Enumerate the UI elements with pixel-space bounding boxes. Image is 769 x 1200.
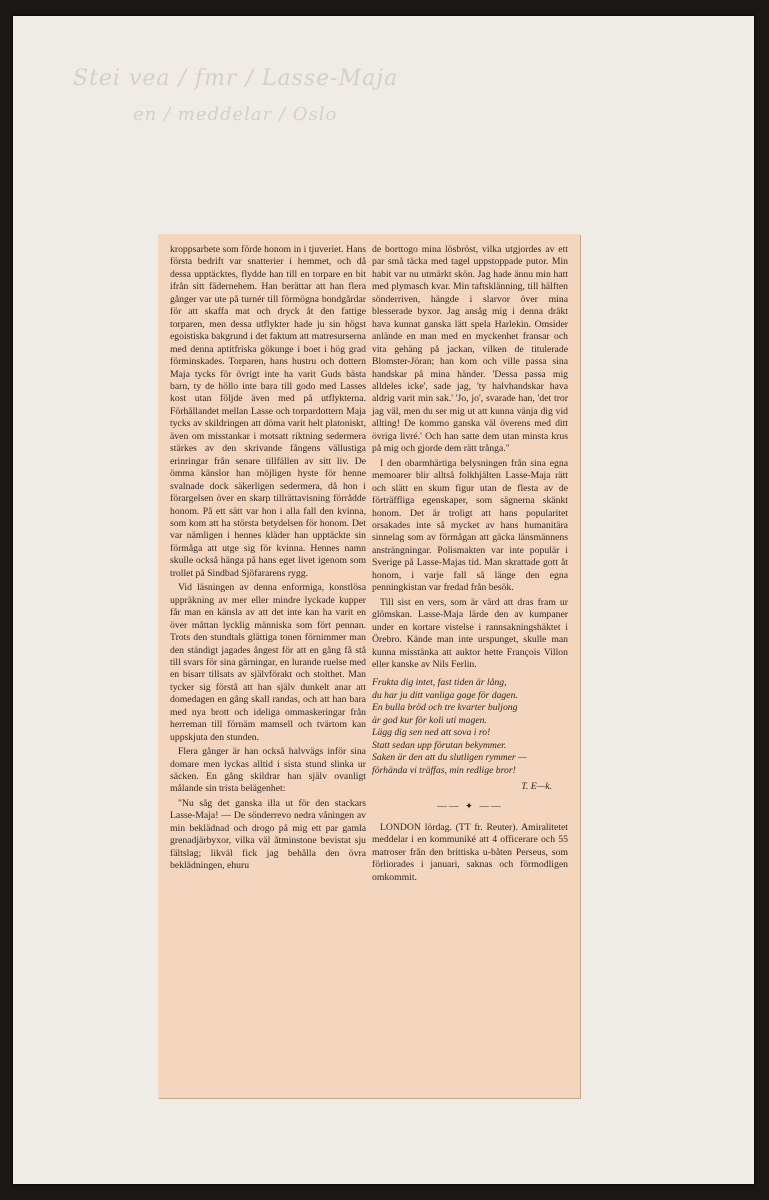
clipping-column-right: [372, 244, 568, 886]
paragraph: Vid läsningen av denna enformiga, konstlösa uppräkning av mer eller mindre lyckade kupper får man en känsla av att det inte kan ha varit en över måttan lycklig människa som fört pennan. Trots den stundtals glättiga tonen förnimmer man den ständigt jagades ångest för att en gång få stå till svars för sina gärningar, en lurande ruelse med en bisarr tillsats av självförakt och stolthet. Man tycker sig förstå att han själv dunkelt anar att domedagen en gång skall randas, och att han bara med nya brott och ideliga ommaskeringar från herreman till förnäm mamsell och tvärtom kan uppskjuta den stunden.: [170, 582, 366, 743]
news-item: LONDON lördag. (TT fr. Reuter). Amiralitetet meddelar i en kommuniké att 4 officerare och 55 matroser från den brittiska u-båten Perseus, som förliorades i januari, saknas och förmodligen omkommit.: [372, 821, 568, 883]
paragraph: Till sist en vers, som är värd att dras fram ur glömskan. Lasse-Maja lärde den av kumpaner under en kortare vistelse i rannsakningshäktet i Örebro. Kände man inte urspunget, skulle man kunna misstänka att auktor hette François Villon eller kanske av Nils Ferlin.: [372, 596, 568, 670]
paragraph: kroppsarbete som förde honom in i tjuveriet. Hans första bedrift var snatterier i hemmet, och då dessa upptäcktes, flydde han till en torpare en bit ifrån sitt fädernehem. Han berättar att han flera gånger var ute på turnér till förmögna bondgårdar för att skaffa mat och dryck åt den fattige torparen, men dessa utflykter hade ju sin högst egoistiska bakgrund i det faktum att matresurserna med denna aptitfriska gökunge i boet i hög grad förminskades. Torparen, hans hustru och dottern Maja tycks för övrigt inte ha varit Guds bästa barn, ty de höllo inte bara till godo med Lasses kost utan följde även med på utflykterna. Förhållandet mellan Lasse och torpardottern Maja tycks av skildringen att döma varit helt platoniskt, även om misstankar i motsatt riktning sedermera stärkes av den skrivande fångens vällustiga erinringar från senare tillfällen av sitt liv. De ömma känslor han möjligen hyste för henne svalnade dock säkerligen sedermera, då hon i förargelsen över en skarp tillrättavisning förrådde honom. På ett sätt var hon i alla fall den kvinna, som kom att ha största betydelsen för honom. Det var nämligen i hennes kläder han upptäckte sin förmåga att utge sig för kvinna. Hennes namn skulle också hänga på hans eget livet igenom som trollet på Sindbad Sjöfararens rygg.: [170, 244, 366, 579]
poem-line: Lägg dig sen ned att sova i ro!: [372, 727, 491, 739]
poem: [372, 677, 568, 777]
poem-line: En bulla bröd och tre kvarter buljong: [372, 702, 518, 714]
clipping-column-left: [170, 244, 366, 875]
paragraph: de borttogo mina lösbröst, vilka utgjordes av ett par små täcka med tagel uppstoppade putor. Min habit var nu utmärkt skön. Jag hade ännu min hatt med plymasch kvar. Min taftsklänning, till hälften sönderriven, hängde i slarvor över mina blesserade byxor. Jag ansåg mig i denna dräkt hava kunnat ganska lätt spela Harlekin. Omsider anlände en man med en myckenhet fransar och vita gehäng på jackan, vilken de titulerade Blomster-Jöran; han kom och ville passa sina handskar på mina händer. 'Dessa passa mig alldeles icke', sade jag, 'ty halvhandskar hava aldrig varit min sak.' 'Jo, jo', svarade han, 'det tror jag väl, men du ser mig ut att kunna vänja dig vid allting! De kommo ganska väl överens med ditt övriga livré.' Och han satte dem utan minsta krus på mig och gjorde dem rätt trånga.": [372, 244, 568, 455]
bleed-through-handwriting: Stei vea / fmr / Lasse-Maja: [73, 66, 399, 91]
article-separator: —— ✦ ——: [437, 801, 503, 813]
author-signature: T. E—k.: [521, 781, 552, 793]
archive-sheet: [13, 16, 754, 1184]
poem-line: är god kur för koli uti magen.: [372, 714, 487, 726]
bleed-through-handwriting: en / meddelar / Oslo: [133, 104, 338, 125]
newspaper-clipping: [158, 234, 580, 1098]
paragraph: I den obarmhärtiga belysningen från sina egna memoarer blir alltså folkhjälten Lasse-Maja rätt och slätt en skum figur utan de flesta av de förträffliga egenskaper, som sägnerna skänkt honom. Det är troligt att hans popularitet orsakades inte så mycket av hans humanitära sinnelag som av förmågan att gäcka länsmännens ansträngningar. Polismakten var inte populär i Sverige på Lasse-Majas tid. Man skrattade gott åt honom, i varje fall så länge den egna penningkistan var fredad från besök.: [372, 457, 568, 594]
poem-line: förhända vi träffas, min redlige bror!: [372, 764, 516, 776]
poem-line: Statt sedan upp förutan bekymmer.: [372, 739, 507, 751]
poem-line: Saken är den att du slutligen rymmer —: [372, 752, 527, 764]
poem-line: Frukta dig intet, fast tiden är lång,: [372, 677, 507, 689]
paragraph: "Nu såg det ganska illa ut för den stackars Lasse-Maja! — De sönderrevo nedra våningen av min beklädnad och drogo på mig ett par gamla grenadjärbyxor, vilka väl åtminstone bevistat sju fältslag; likväl fick jag behålla den övra beklädningen, ehuru: [170, 797, 366, 872]
poem-line: du har ju ditt vanliga gage för dagen.: [372, 689, 518, 701]
paragraph: Flera gånger är han också halvvägs inför sina domare men lyckas alltid i sista stund slinka ur säcken. En gång skildrar han själv ovanligt målande sin trista belägenhet:: [170, 746, 366, 795]
